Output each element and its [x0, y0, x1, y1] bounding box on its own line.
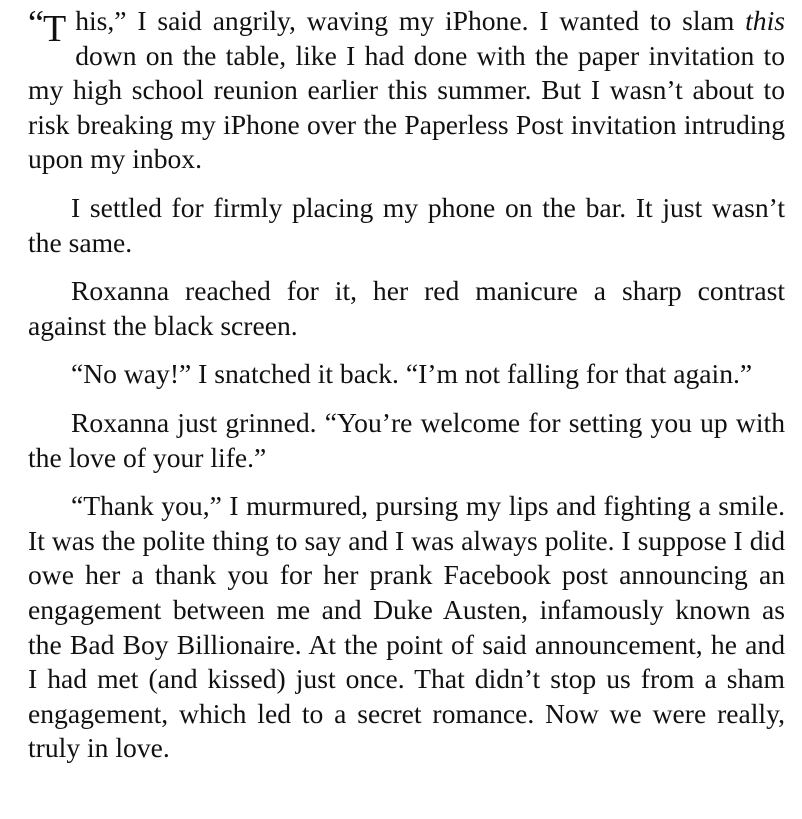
paragraph-3: Roxanna reached for it, her red manicure a sharp contrast against the black screen.: [28, 275, 785, 341]
paragraph-2: I settled for firmly placing my phone on the bar. It just wasn’t the same.: [28, 191, 785, 258]
opening-italic-word: this: [745, 5, 785, 36]
paragraph-4: “No way!” I snatched it back. “I’m not falling for that again.”: [71, 358, 753, 390]
drop-cap: [28, 3, 66, 50]
drop-cap-letter: T: [42, 8, 66, 50]
drop-cap-quote: “: [28, 3, 43, 43]
paragraph-5: Roxanna just grinned. “You’re welcome for setting you up with the love of your life.”: [28, 406, 785, 473]
opening-text-part-1: his,” I said angrily, waving my iPhone. I wanted to slam: [75, 5, 746, 36]
opening-paragraph: [28, 4, 785, 177]
paragraph-6: “Thank you,” I murmured, pursing my lips and fighting a smile. It was the polite thing to say and I was always polite. I suppose I did owe her a thank you for her prank Facebook post announcing an engagement between me and Duke Austen, infamously known as the Bad Boy Billionaire. At the point of said announcement, he and I had met (and kissed) just once. That didn’t stop us from a sham engagement, which led to a secret romance. Now we were really, truly in love.: [28, 490, 785, 764]
opening-text-part-2: down on the table, like I had done with the paper invitation to my high school reunion earlier this summer. But I wasn’t about to risk breaking my iPhone over the Paperless Post invitation intruding upon my inbox.: [28, 39, 785, 175]
ebook-page: [28, 4, 785, 780]
